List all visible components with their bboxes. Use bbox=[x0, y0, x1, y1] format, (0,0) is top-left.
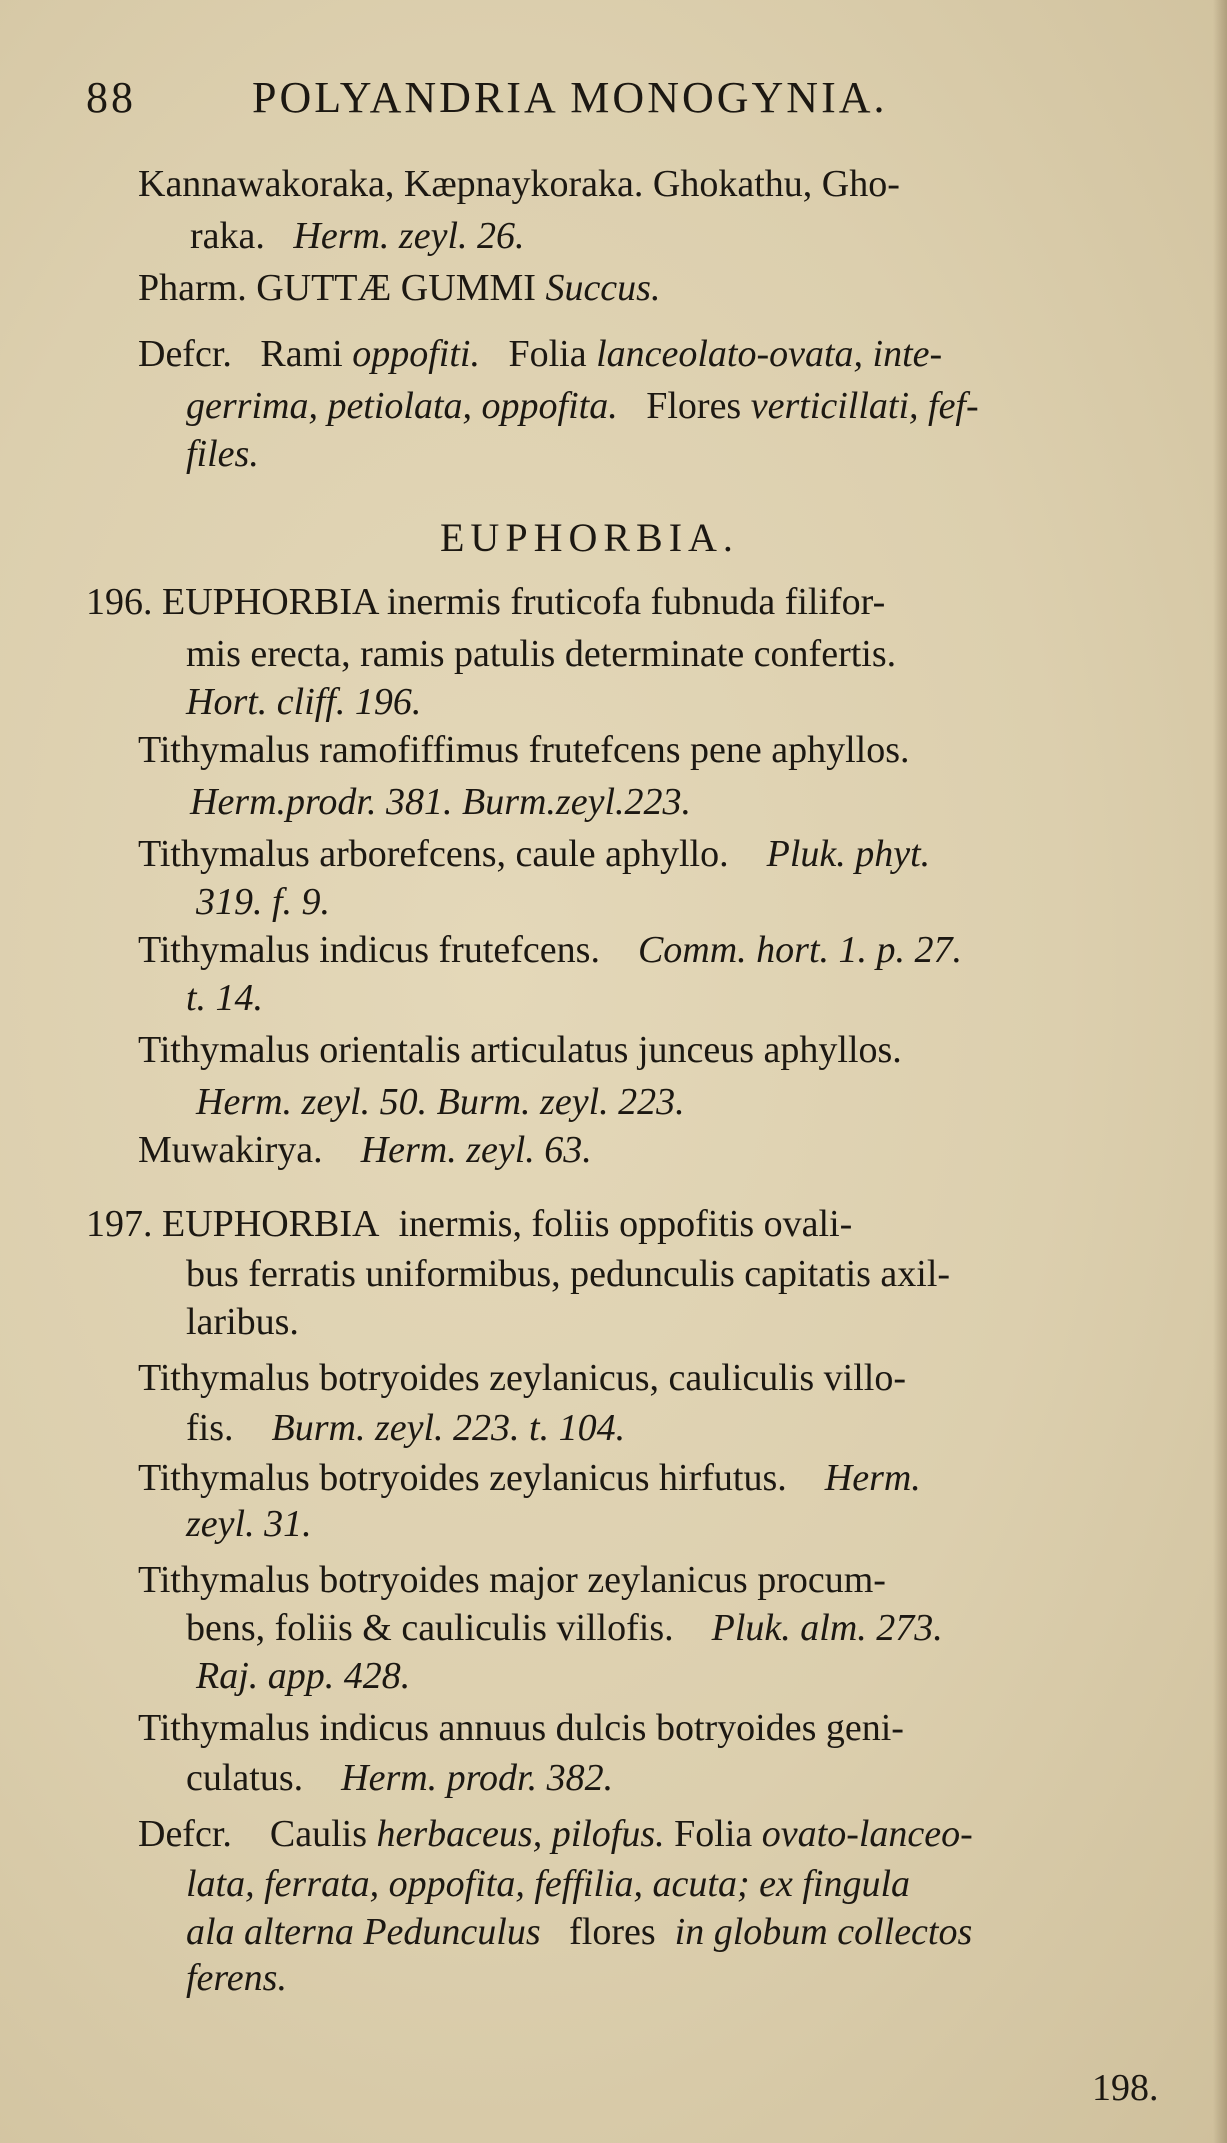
synonym-citation: Comm. hort. 1. p. 27. bbox=[637, 929, 963, 971]
descr-italic: lanceolato-ovata, inte- bbox=[596, 333, 943, 375]
entry-citation: Herm.prodr. 381. Burm.zeyl.223. bbox=[190, 781, 692, 823]
synonym-line: Tithymalus botryoides major zeylanicus procum- bbox=[138, 1559, 886, 1601]
synonym-text: bens, foliis & cauliculis villofis. bbox=[186, 1607, 674, 1649]
synonym-line bbox=[138, 830, 930, 878]
running-title: POLYANDRIA MONOGYNIA. bbox=[252, 73, 888, 122]
synonym-citation: Herm. bbox=[824, 1457, 921, 1499]
descr-italic: in globum collectos bbox=[674, 1911, 973, 1953]
entry-citation: 319. f. 9. bbox=[196, 881, 331, 923]
synonym-line bbox=[186, 1604, 943, 1652]
descr-label: Defcr. bbox=[138, 1813, 232, 1855]
descr-italic: herbaceus, pilofus. bbox=[376, 1813, 665, 1855]
intro-line bbox=[138, 264, 660, 312]
descr-italic: ovato-lanceo- bbox=[761, 1813, 973, 1855]
entry-citation: Hort. cliff. 196. bbox=[186, 681, 422, 723]
entry-line: bus ferratis uniformibus, pedunculis capitatis axil- bbox=[186, 1253, 951, 1295]
entry-number-genus: 196. EUPHORBIA bbox=[86, 581, 378, 623]
intro-line bbox=[186, 382, 979, 430]
synonym-text: Tithymalus arborefcens, caule aphyllo. bbox=[138, 833, 729, 875]
synonym-text: Tithymalus botryoides zeylanicus hirfutus. bbox=[138, 1457, 787, 1499]
entry-citation: zeyl. 31. bbox=[186, 1503, 312, 1545]
synonym-citation: Herm. prodr. 382. bbox=[341, 1757, 614, 1799]
synonym-line bbox=[186, 1404, 625, 1452]
synonym-citation: Pluk. alm. 273. bbox=[711, 1607, 943, 1649]
synonym-line bbox=[186, 1754, 613, 1802]
synonym-citation: Burm. zeyl. 223. t. 104. bbox=[271, 1407, 626, 1449]
descr-line bbox=[186, 1908, 972, 1956]
entry-citation: Raj. app. 428. bbox=[196, 1655, 411, 1697]
intro-text-italic: Succus. bbox=[545, 267, 661, 309]
entry-number-genus: 197. EUPHORBIA bbox=[86, 1203, 380, 1245]
descr-italic: verticillati, fef- bbox=[750, 385, 979, 427]
intro-text: Pharm. GUTTÆ GUMMI bbox=[138, 267, 536, 309]
intro-line bbox=[190, 212, 525, 260]
descr-term: Folia bbox=[674, 1813, 753, 1855]
entry-diagnosis: inermis, foliis oppofitis ovali- bbox=[398, 1203, 853, 1245]
descr-term: Rami bbox=[260, 333, 343, 375]
synonym-line: Tithymalus ramofiffimus frutefcens pene aphyllos. bbox=[138, 729, 910, 771]
synonym-line: Tithymalus botryoides zeylanicus, cauliculis villo- bbox=[138, 1357, 906, 1399]
descr-label: Defcr. bbox=[138, 333, 232, 375]
descr-term: flores bbox=[569, 1911, 656, 1953]
entry-196-heading bbox=[86, 578, 885, 626]
synonym-text: fis. bbox=[186, 1407, 234, 1449]
entry-citation: Herm. zeyl. 50. Burm. zeyl. 223. bbox=[196, 1081, 685, 1123]
descr-line bbox=[138, 1810, 973, 1858]
descr-term: Folia bbox=[508, 333, 587, 375]
entry-citation: t. 14. bbox=[186, 977, 264, 1019]
descr-term: Caulis bbox=[269, 1813, 368, 1855]
intro-text: raka. bbox=[190, 215, 265, 257]
catchword: 198. bbox=[1092, 2067, 1159, 2109]
intro-line: Kannawakoraka, Kæpnaykoraka. Ghokathu, Gho- bbox=[138, 163, 900, 205]
entry-line: mis erecta, ramis patulis determinate confertis. bbox=[186, 633, 897, 675]
descr-line: lata, ferrata, oppofita, feffilia, acuta; ex fingula bbox=[186, 1863, 911, 1905]
descr-term: Flores bbox=[646, 385, 742, 427]
descr-line: ferens. bbox=[186, 1957, 287, 1999]
intro-line bbox=[138, 330, 942, 378]
descr-italic: gerrima, petiolata, oppofita. bbox=[186, 385, 618, 427]
synonym-line bbox=[138, 1454, 921, 1502]
synonym-line bbox=[138, 1126, 592, 1174]
synonym-line: Tithymalus indicus annuus dulcis botryoides geni- bbox=[138, 1707, 904, 1749]
synonym-citation: Pluk. phyt. bbox=[766, 833, 931, 875]
entry-line: laribus. bbox=[186, 1301, 299, 1343]
synonym-citation: Herm. zeyl. 63. bbox=[360, 1129, 592, 1171]
section-title: EUPHORBIA. bbox=[440, 515, 739, 560]
vernacular-name: Muwakirya. bbox=[138, 1129, 323, 1171]
intro-line: files. bbox=[186, 433, 259, 475]
synonym-line bbox=[138, 926, 962, 974]
synonym-text: Tithymalus indicus frutefcens. bbox=[138, 929, 600, 971]
synonym-text: culatus. bbox=[186, 1757, 304, 1799]
descr-italic: ala alterna Pedunculus bbox=[186, 1911, 541, 1953]
synonym-line: Tithymalus orientalis articulatus junceus aphyllos. bbox=[138, 1029, 902, 1071]
entry-197-heading bbox=[86, 1200, 852, 1248]
page-number: 88 bbox=[86, 73, 136, 122]
descr-italic: oppofiti. bbox=[352, 333, 480, 375]
intro-citation: Herm. zeyl. 26. bbox=[293, 215, 525, 257]
entry-diagnosis: inermis fruticofa fubnuda filifor- bbox=[386, 581, 886, 623]
